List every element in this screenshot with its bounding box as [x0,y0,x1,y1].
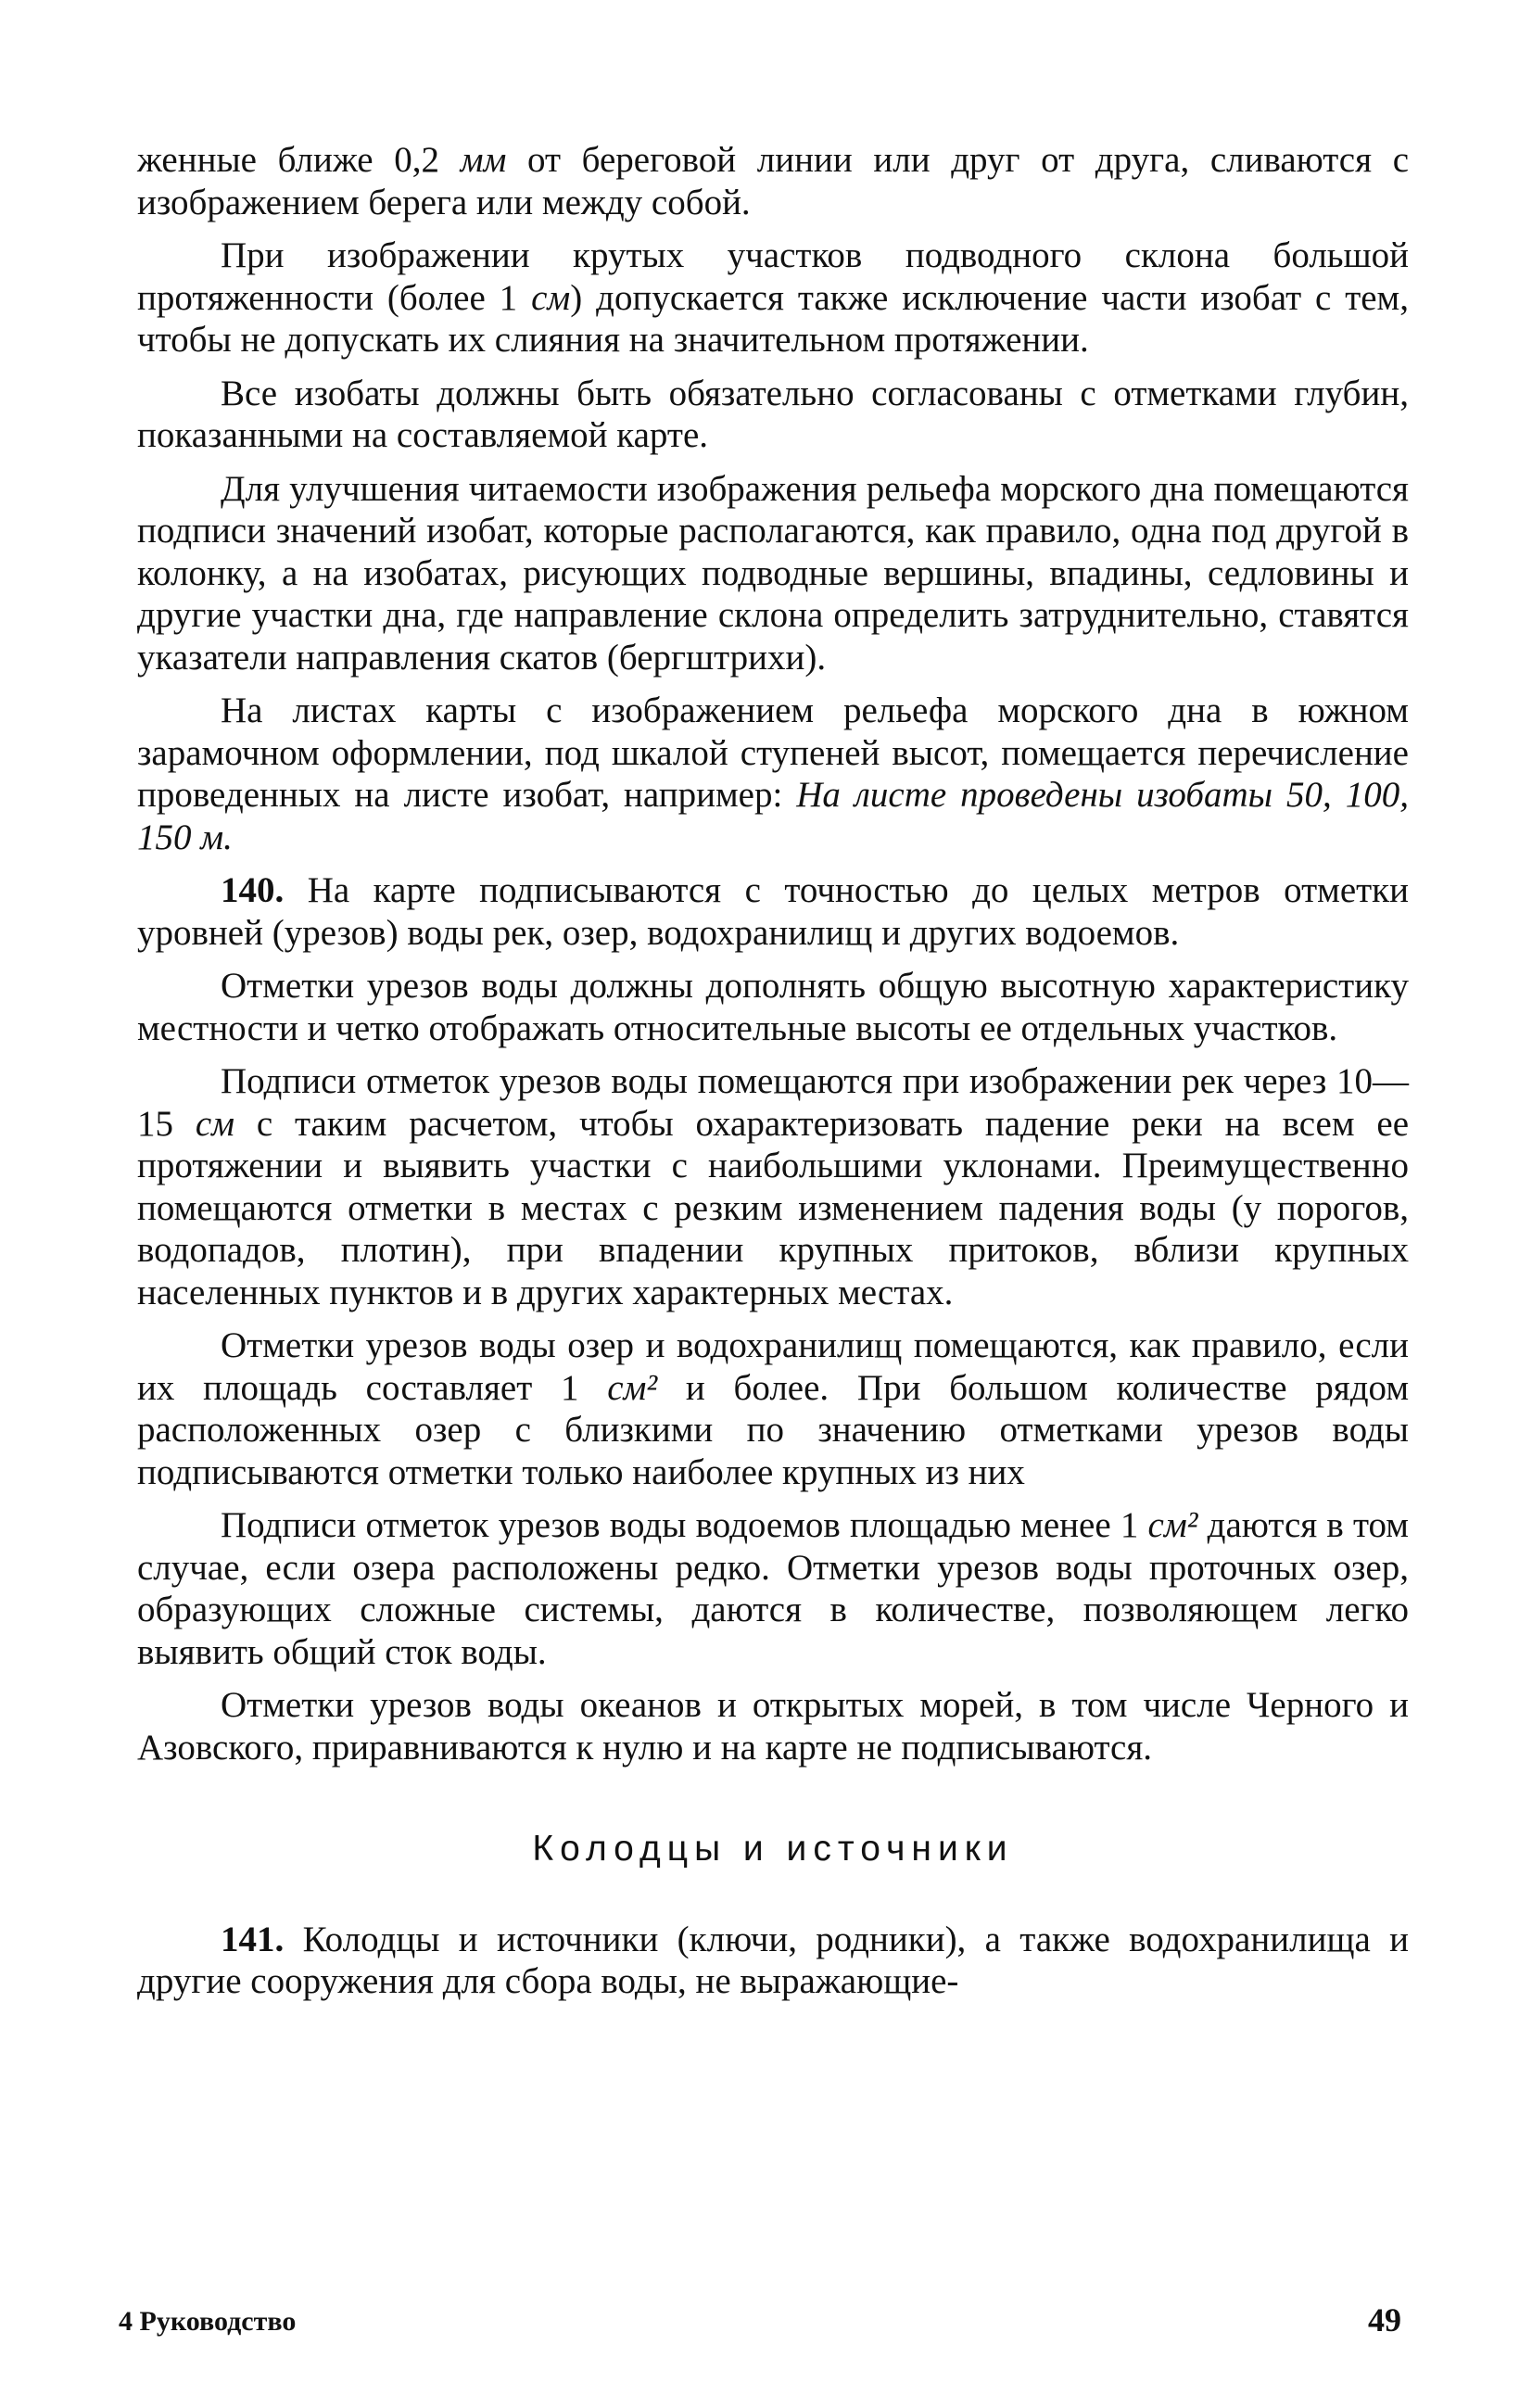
section-number-141: 141. [221,1919,285,1959]
paragraph-1 [137,234,1409,361]
page-number: 49 [1368,2301,1401,2338]
section-heading: Колодцы и источники [532,1829,1014,1869]
text-p9-b: даются в том случае, если озера расположены редко. Отметки урезов воды проточных озер, образующих сложные системы, даются в количестве, позволяющем легко выявить общий сток воды. [137,1505,1409,1672]
text-p5: На карте подписываются с точностью до целых метров отметки уровней (урезов) воды рек, озер, водохранилищ и других водоемов. [137,870,1409,953]
text-p7-b: с таким расчетом, чтобы охарактеризовать падение реки на всем ее протяжении и выявить участки с наибольшими уклонами. Преимущественно помещаются отметки в местах с резким изменением падения воды (у порогов, водопадов, плотин), при впадении крупных притоков, вблизи крупных населенных пунктов и в других характерных местах. [137,1103,1410,1312]
page-footer [119,2300,1401,2347]
text-p0-a: женные ближе 0,2 [137,140,461,180]
paragraph-8 [137,1324,1409,1493]
paragraph-4 [137,690,1409,858]
text-p4-main: На листах карты с изображением рельефа морского дна в южном зарамочном оформлении, под шкалой ступеней высот, помещается перечисление проведенных на листе изобат, например: [137,691,1409,815]
paragraph-3: Для улучшения читаемости изображения рельефа морского дна помещаются подписи значений изобат, которые располагаются, как правило, одна под другой в колонку, а на изобатах, рисующих подводные вершины, впадины, седловины и другие участки дна, где направление склона определить затруднительно, ставятся указатели направления скатов (бергштрихи). [137,468,1409,678]
text-p11: Колодцы и источники (ключи, родники), а также водохранилища и другие сооружения для сбора воды, не выражающие- [137,1919,1409,2001]
paragraph-10: Отметки урезов воды океанов и открытых морей, в том числе Черного и Азовского, приравниваются к нулю и на карте не подписываются. [137,1685,1409,1768]
page-body [137,139,1409,2014]
printer-signature: 4 Руководство [119,2306,297,2337]
paragraph-6: Отметки урезов воды должны дополнять общую высотную характеристику местности и четко отображать относительные высоты ее отдельных участков. [137,966,1409,1048]
paragraph-7 [137,1060,1409,1313]
text-p9-a: Подписи отметок урезов воды водоемов площадью менее 1 [221,1505,1148,1545]
unit-cm2: см² [607,1367,658,1408]
text-p0-b: от береговой линии или друг от друга, сливаются с изображением берега или между собой. [137,140,1409,222]
text-p8-b: и более. При большом количестве рядом расположенных озер с близкими по значению отметками урезов воды подписываются отметки только наиболее крупных из них [137,1367,1409,1492]
text-p4-italic: На листе проведены изобаты 50, 100, 150 м. [137,775,1409,857]
paragraph-141 [137,1919,1409,2003]
text-p1-b: ) допускается также исключение части изобат с тем, чтобы не допускать их слияния на значительном протяжении. [137,277,1409,360]
paragraph-9 [137,1504,1409,1673]
text-p7-a: Подписи отметок урезов воды помещаются при изображении рек через 10—15 [137,1061,1409,1144]
unit-cm: см [531,277,571,318]
paragraph-0 [137,139,1409,223]
section-number-140: 140. [221,870,285,910]
paragraph-2: Все изобаты должны быть обязательно согласованы с отметками глубин, показанными на составляемой карте. [137,373,1409,455]
paragraph-140 [137,869,1409,954]
unit-cm-2: см [195,1103,235,1144]
text-p1-a: При изображении крутых участков подводного склона большой протяженности (более 1 [137,235,1409,318]
text-p8-a: Отметки урезов воды озер и водохранилищ помещаются, как правило, если их площадь составляет 1 [137,1325,1409,1408]
unit-cm2-2: см² [1147,1505,1198,1545]
unit-mm: мм [460,140,507,180]
